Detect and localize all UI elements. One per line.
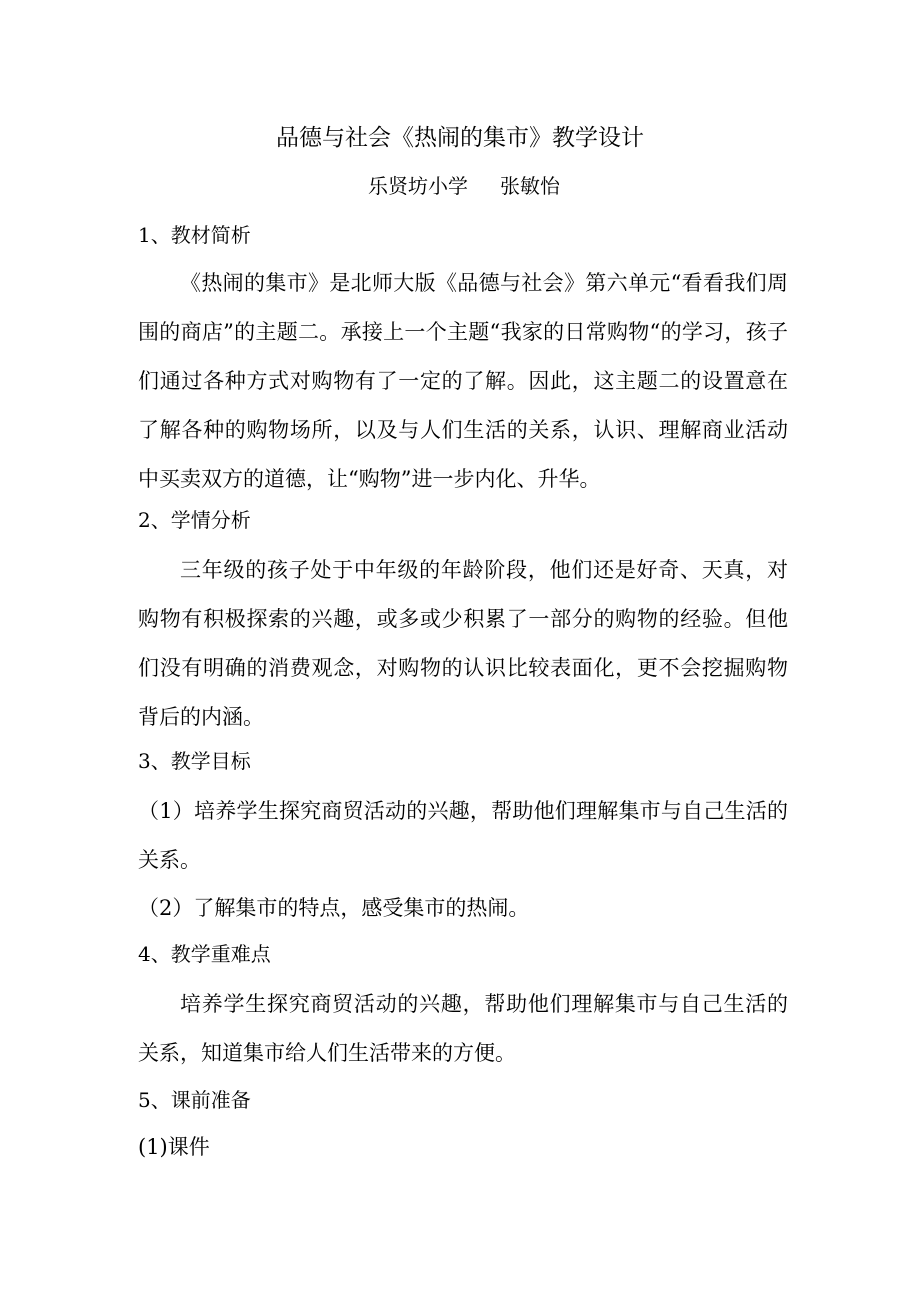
section-heading-teaching-goals: 3、教学目标: [138, 749, 251, 773]
byline: [368, 166, 560, 206]
section-heading-textbook-analysis: 1、教材简析: [138, 223, 251, 247]
goal-item: （1）培养学生探究商贸活动的兴趣，帮助他们理解集市与自己生活的关系。: [138, 799, 788, 872]
section-paragraph-textbook-analysis: 《热闹的集市》是北师大版《品德与社会》第六单元“看看我们周围的商店”的主题二。承接上一个主题“我家的日常购物“的学习，孩子们通过各种方式对购物有了一定的了解。因此，这主题二的设置意在了解各种的购物场所，以及与人们生活的关系，认识、理解商业活动中买卖双方的道德，让“购物”进一步内化、升华。: [138, 271, 788, 491]
preparation-item: (1)课件: [138, 1135, 210, 1159]
section-heading-preparation: 5、课前准备: [138, 1088, 251, 1112]
goal-item: （2）了解集市的特点，感受集市的热闹。: [138, 896, 530, 920]
section-heading-student-analysis: 2、学情分析: [138, 508, 251, 532]
section-heading-key-points: 4、教学重难点: [138, 942, 271, 966]
section-paragraph-student-analysis: 三年级的孩子处于中年级的年龄阶段，他们还是好奇、天真，对购物有积极探索的兴趣，或多或少积累了一部分的购物的经验。但他们没有明确的消费观念，对购物的认识比较表面化，更不会挖掘购物背后的内涵。: [138, 558, 788, 729]
section-paragraph-key-points: 培养学生探究商贸活动的兴趣，帮助他们理解集市与自己生活的关系，知道集市给人们生活带来的方便。: [138, 992, 788, 1065]
author-name: 张敏怡: [500, 174, 560, 198]
school-name: 乐贤坊小学: [368, 174, 468, 198]
document-title: 品德与社会《热闹的集市》教学设计: [276, 125, 644, 151]
